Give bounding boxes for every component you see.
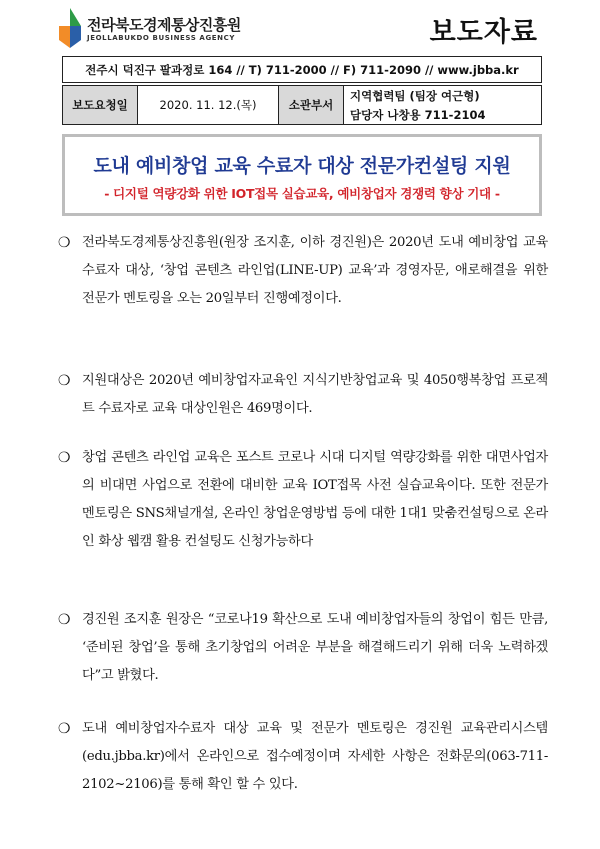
jbba-logo — [57, 6, 267, 50]
paragraph-text: 경진원 조지훈 원장은 “코로나19 확산으로 도내 예비창업자들의 창업이 힘든 만큼, ‘준비된 창업’을 통해 초기창업의 어려운 부분을 해결해드리기 위해 더욱 노력하겠다”고 밝혔다. — [82, 612, 548, 683]
doc-type-title: 보도자료 — [429, 17, 538, 48]
dept-label: 소관부서 — [279, 86, 344, 125]
contact-line: 전주시 덕진구 팔과정로 164 // T) 711-2000 // F) 711-2090 // www.jbba.kr — [62, 56, 542, 83]
body-paragraph — [58, 606, 548, 690]
dept-line-contact: 담당자 나창용 711-2104 — [350, 107, 486, 122]
paragraph-text: 지원대상은 2020년 예비창업자교육인 지식기반창업교육 및 4050행복창업 프로젝트 수료자로 교육 대상인원은 469명이다. — [82, 373, 548, 416]
org-name-en: JEOLLABUKDO BUSINESS AGENCY — [87, 34, 236, 42]
body-paragraph — [58, 367, 548, 423]
body-paragraph — [58, 444, 548, 556]
circle-bullet-icon: ❍ — [58, 721, 71, 737]
org-name-kr: 전라북도경제통상진흥원 — [87, 16, 241, 34]
request-date-value: 2020. 11. 12.(목) — [138, 86, 279, 125]
paragraph-text: 창업 콘텐츠 라인업 교육은 포스트 코로나 시대 디지털 역량강화를 위한 대면사업자의 비대면 사업으로 전환에 대비한 교육 IOT접목 사전 실습교육이다. 또한 전문가 멘토링은 SNS채널개설, 온라인 창업운영방법 등에 대한 1대1 맞춤컨설팅으로 온라인 화상 웹캠 활용 컨설팅도 신청가능하다 — [82, 450, 548, 549]
dept-line-team: 지역협력팀 (팀장 여근형) — [350, 88, 480, 103]
circle-bullet-icon: ❍ — [58, 373, 71, 389]
paragraph-text: 도내 예비창업자수료자 대상 교육 및 전문가 멘토링은 경진원 교육관리시스템(edu.jbba.kr)에서 온라인으로 접수예정이며 자세한 사항은 전화문의(063-711-2102~2106)를 통해 확인 할 수 있다. — [82, 721, 548, 792]
jbba-logo-mark-icon — [57, 6, 83, 50]
headline-subtitle: - 디지털 역량강화 위한 IOT접목 실습교육, 예비창업자 경쟁력 향상 기대 - — [104, 186, 500, 201]
circle-bullet-icon: ❍ — [58, 235, 71, 251]
paragraph-text: 전라북도경제통상진흥원(원장 조지훈, 이하 경진원)은 2020년 도내 예비창업 교육 수료자 대상, ‘창업 콘텐츠 라인업(LINE-UP) 교육’과 경영자문, 애로해결을 위한 전문가 멘토링을 오는 20일부터 진행예정이다. — [82, 235, 548, 306]
headline-title: 도내 예비창업 교육 수료자 대상 전문가컨설팅 지원 — [93, 155, 511, 177]
dept-value — [344, 86, 542, 125]
circle-bullet-icon: ❍ — [58, 450, 71, 466]
body-paragraph — [58, 229, 548, 313]
circle-bullet-icon: ❍ — [58, 612, 71, 628]
request-date-label: 보도요청일 — [63, 86, 138, 125]
headline-box — [62, 134, 542, 216]
meta-table — [62, 85, 542, 125]
body-paragraph — [58, 715, 548, 799]
